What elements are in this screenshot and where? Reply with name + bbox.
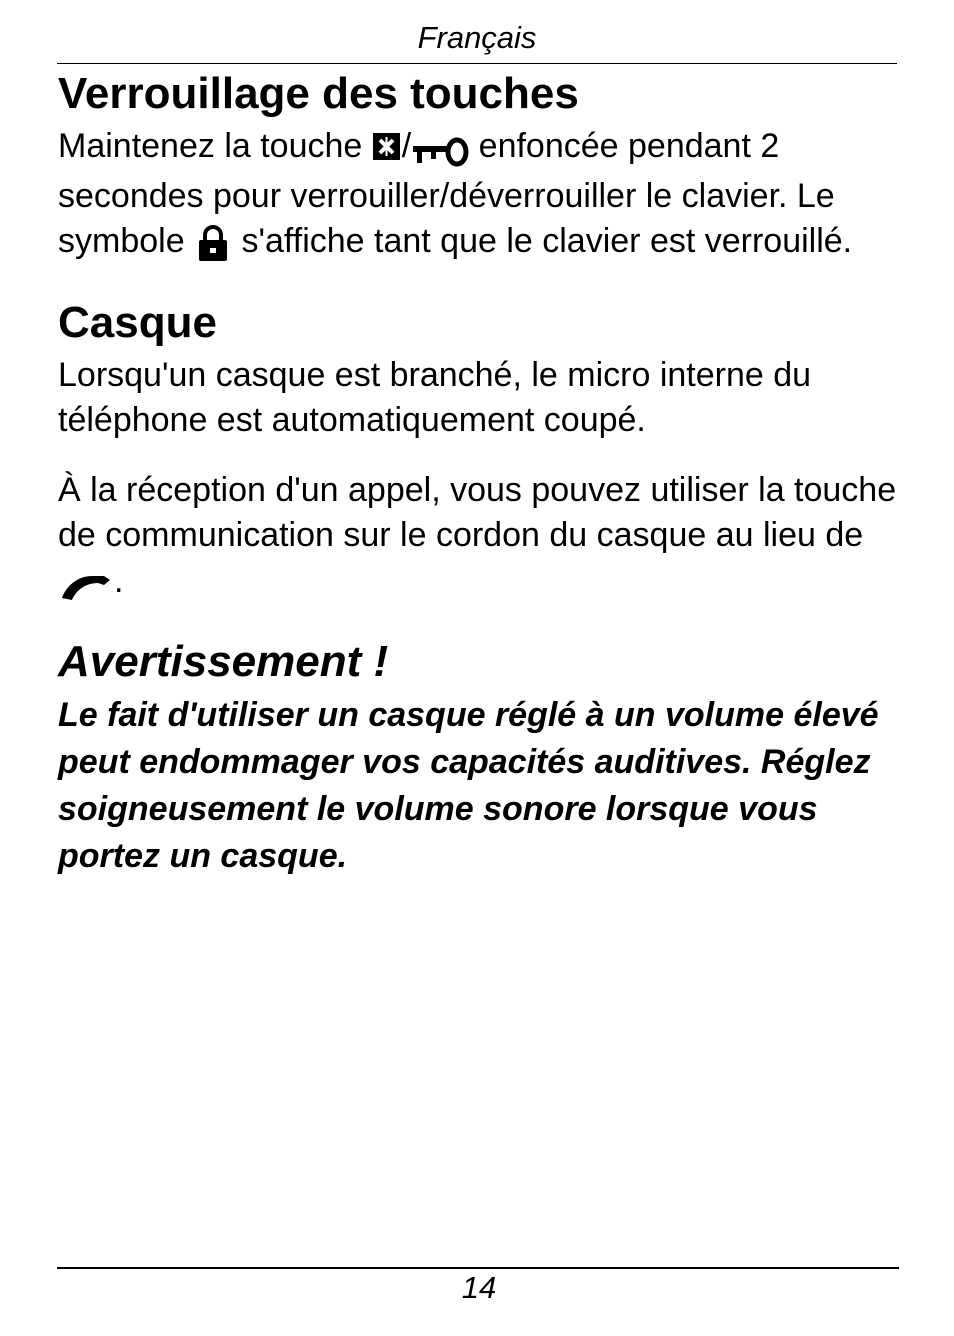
section-title-headset: Casque xyxy=(58,297,217,347)
warning-text: Le fait d'utiliser un casque réglé à un volume élevé peut endommager vos capacités auditives. Réglez soigneusement le volume sonore lorsque vous portez un casque. xyxy=(58,696,879,875)
page-number: 14 xyxy=(461,1270,497,1305)
section-headset xyxy=(58,293,908,609)
keylock-text-1: Maintenez la touche xyxy=(58,127,372,165)
keylock-text-slash: / xyxy=(401,127,412,165)
cancel-key-icon xyxy=(372,128,402,174)
key-icon xyxy=(411,128,469,174)
page-content xyxy=(58,64,908,880)
page-header-language: Français xyxy=(417,20,537,55)
headset-paragraph-2 xyxy=(58,468,908,609)
keylock-text-2: enfoncée pendant 2 secondes pour verrouiller/déverrouiller le clavier. Le symbole xyxy=(58,127,835,260)
section-title-warning: Avertissement ! xyxy=(58,637,389,686)
headset-paragraph-2-text: À la réception d'un appel, vous pouvez utiliser la touche de communication sur le cordon du casque au lieu de xyxy=(58,470,897,554)
footer-divider xyxy=(57,1267,899,1269)
keylock-text-3: s'affiche tant que le clavier est verrouillé. xyxy=(232,222,853,260)
lock-icon xyxy=(194,223,232,269)
section-warning xyxy=(58,632,908,880)
headset-paragraph-1: Lorsqu'un casque est branché, le micro interne du téléphone est automatiquement coupé. xyxy=(58,355,812,439)
phone-handset-icon xyxy=(58,563,114,609)
section-title-keylock: Verrouillage des touches xyxy=(58,69,579,118)
keylock-paragraph xyxy=(58,124,908,269)
headset-paragraph-2-end: . xyxy=(114,561,124,600)
section-keylock xyxy=(58,64,908,269)
